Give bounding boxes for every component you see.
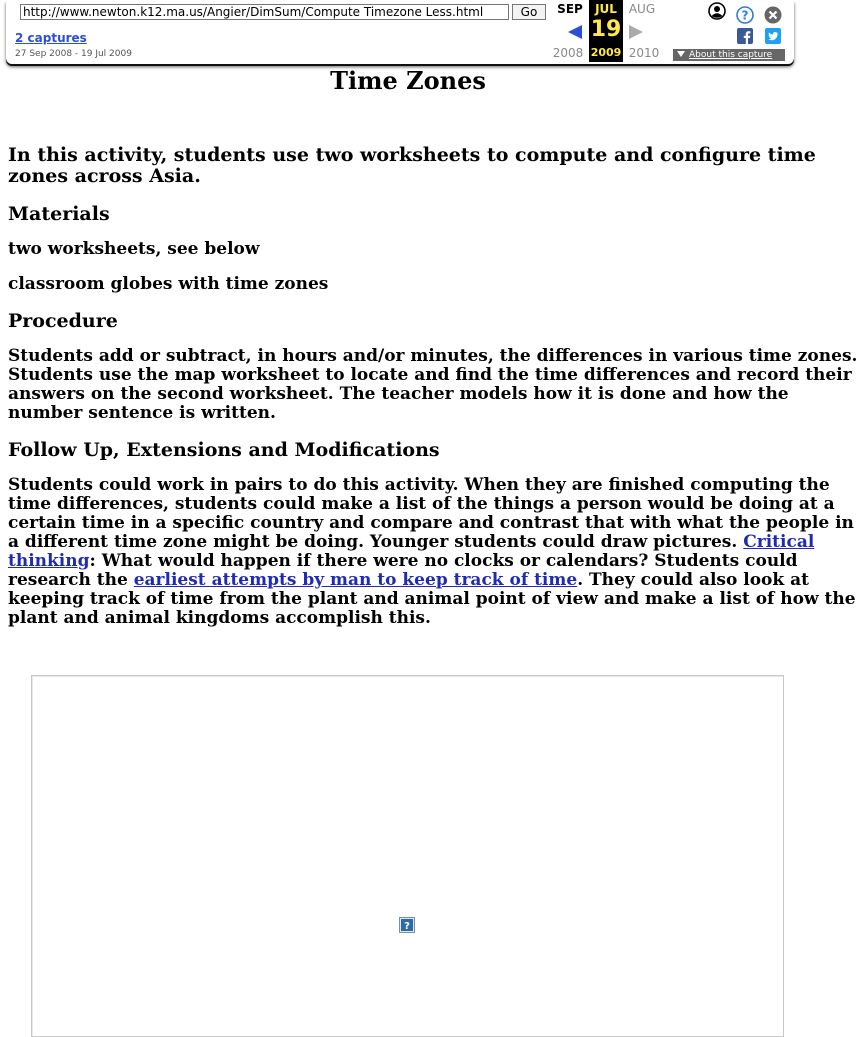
procedure-line: Students use the map worksheet to locate and find the time differences and record their [8, 365, 852, 385]
procedure-paragraph [8, 347, 857, 423]
next-month-label: AUG [628, 2, 656, 16]
broken-image-icon [399, 917, 415, 933]
materials-item: classroom globes with time zones [8, 274, 329, 294]
followup-line [8, 533, 856, 552]
page-title: Time Zones [330, 66, 486, 95]
current-year: 2009 [590, 46, 622, 59]
earliest-attempts-link[interactable]: earliest attempts by man to keep track of time [133, 570, 578, 590]
wayback-toolbar [6, 0, 794, 64]
current-capture-date [589, 0, 623, 62]
svg-text:?: ? [404, 921, 410, 932]
followup-line: certain time in a specific country and compare and contrast that with what the people in [8, 513, 854, 533]
current-day: 19 [590, 17, 622, 42]
intro-paragraph [8, 145, 816, 187]
followup-line [8, 552, 856, 571]
materials-item: two worksheets, see below [8, 239, 260, 259]
intro-line: zones across Asia. [8, 165, 201, 187]
followup-line: keeping track of time from the plant and animal point of view and make a list of how the [8, 589, 856, 609]
followup-text: a different time zone might be doing. Younger students could draw pictures. [8, 532, 744, 552]
worksheet-image-placeholder [31, 675, 784, 1037]
about-capture-label: About this capture [689, 50, 773, 60]
go-button[interactable]: Go [512, 4, 546, 20]
prev-capture-arrow-icon[interactable] [568, 25, 582, 39]
svg-text:?: ? [741, 8, 749, 23]
followup-line: Students could work in pairs to do this activity. When they are finished computing the [8, 475, 830, 495]
followup-paragraph [8, 476, 856, 628]
procedure-heading: Procedure [8, 310, 118, 332]
close-icon[interactable] [764, 6, 782, 24]
facebook-icon[interactable] [737, 28, 753, 44]
followup-line: plant and animal kingdoms accomplish this. [8, 608, 431, 628]
procedure-line: Students add or subtract, in hours and/or minutes, the differences in various time zones. [8, 346, 857, 366]
captures-link[interactable]: 2 captures [15, 31, 87, 45]
capture-range: 27 Sep 2008 - 19 Jul 2009 [15, 49, 132, 59]
procedure-line: number sentence is written. [8, 403, 276, 423]
prev-month-link[interactable]: SEP [557, 2, 583, 16]
followup-text: . They could also look at [577, 570, 809, 590]
twitter-icon[interactable] [765, 28, 781, 44]
url-input[interactable] [20, 4, 509, 20]
next-capture-arrow-icon [629, 25, 643, 39]
procedure-line: answers on the second worksheet. The teacher models how it is done and how the [8, 384, 789, 404]
materials-heading: Materials [8, 203, 110, 225]
followup-line [8, 571, 856, 590]
user-account-icon[interactable] [708, 2, 726, 20]
next-year-label: 2010 [628, 46, 660, 60]
chevron-down-icon [677, 51, 685, 57]
intro-line: In this activity, students use two worksheets to compute and configure time [8, 144, 816, 166]
current-month: JUL [595, 2, 617, 16]
about-capture-button[interactable] [673, 49, 785, 61]
critical-thinking-link[interactable]: Critical [743, 532, 815, 552]
followup-heading: Follow Up, Extensions and Modifications [8, 439, 440, 461]
critical-thinking-link-cont[interactable]: thinking [8, 551, 90, 571]
followup-text: research the [8, 570, 134, 590]
followup-line: time differences, students could make a list of the things a person would be doing at a [8, 494, 835, 514]
followup-text: : What would happen if there were no clocks or calendars? Students could [89, 551, 798, 571]
prev-year-label: 2008 [552, 46, 584, 60]
help-icon[interactable] [736, 6, 754, 24]
